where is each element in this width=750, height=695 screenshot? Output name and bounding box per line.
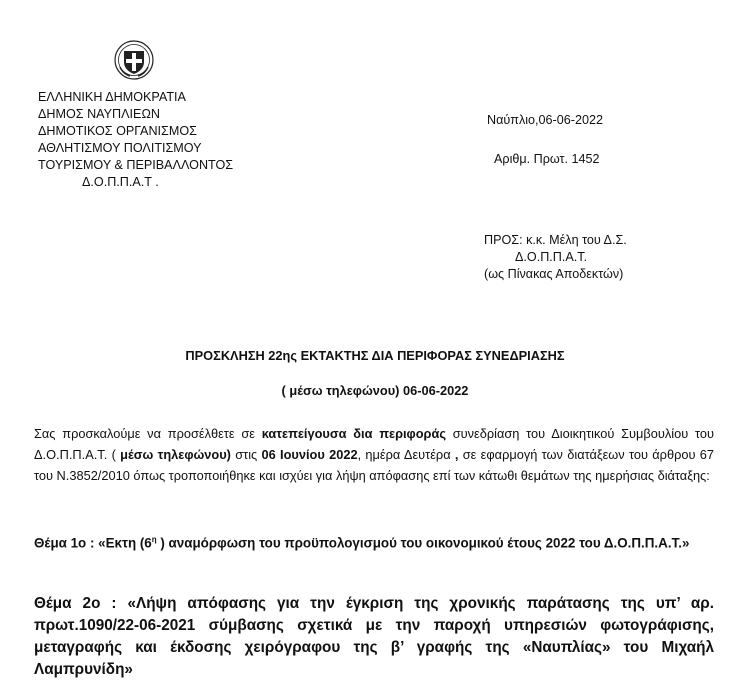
place-date: Ναύπλιο,06-06-2022: [487, 113, 603, 127]
recipient-line: Δ.Ο.Π.Π.Α.Τ.: [515, 250, 588, 264]
invitation-title: ΠΡΟΣΚΛΗΣΗ 22ης ΕΚΤΑΚΤΗΣ ΔΙΑ ΠΕΡΙΦΟΡΑΣ ΣΥΝΕΔΡΙΑΣΗΣ: [185, 348, 565, 363]
issuer-line: ΔΗΜΟΣ ΝΑΥΠΛΙΕΩΝ: [38, 107, 160, 121]
recipient-line: (ως Πίνακας Αποδεκτών): [484, 267, 624, 281]
invitation-paragraph: Σας προσκαλούμε να προσέλθετε σε κατεπείγουσα δια περιφοράς συνεδρίαση του Διοικητικού Συμβουλίου του Δ.Ο.Π.Π.Α.Τ. ( μέσω τηλεφώνου) στις 06 Ιουνίου 2022, ημέρα Δευτέρα , σε εφαρμογή των διατάξεων του άρθρου 67 του Ν.3852/2010 όπως τροποποιήθηκε και ισχύει για λήψη απόφασης επί των κάτωθι θεμάτων της ημερήσιας διάταξης:: [34, 426, 715, 483]
greek-coat-of-arms-emblem: [114, 40, 154, 80]
recipient-line: ΠΡΟΣ: κ.κ. Μέλη του Δ.Σ.: [484, 233, 627, 247]
issuer-line: ΔΗΜΟΤΙΚΟΣ ΟΡΓΑΝΙΣΜΟΣ: [38, 124, 197, 138]
agenda-subject-1: Θέμα 1ο : «Εκτη ($6^\eta$ ) αναμόρφωση του προϋπολογισμού του οικονομικού έτους 2022 του Δ.Ο.Π.Π.Α.Τ.»: [34, 535, 690, 551]
issuer-line: ΑΘΛΗΤΙΣΜΟΥ ΠΟΛΙΤΙΣΜΟΥ: [38, 141, 202, 155]
agenda-subject-2: Θέμα 2ο : «Λήψη απόφασης για την έγκριση της χρονικής παράτασης της υπ’ αρ. πρωτ.1090/22-06-2021 σύμβασης σχετικά με την παροχή υπηρεσιών φωτογράφισης, μεταγραφής και έκδοσης χειρόγραφου της β’ γραφής της «Ναυπλίας» του Μιχαήλ Λαμπρυνίδη»: [34, 595, 714, 678]
issuer-line: Δ.Ο.Π.Π.Α.Τ .: [82, 175, 159, 189]
issuer-block: [38, 89, 233, 191]
document-meta: [487, 112, 603, 168]
recipient-block: [484, 232, 627, 283]
issuer-line: ΕΛΛΗΝΙΚΗ ΔΗΜΟΚΡΑΤΙΑ: [38, 90, 186, 104]
issuer-line: ΤΟΥΡΙΣΜΟΥ & ΠΕΡΙΒΑΛΛΟΝΤΟΣ: [38, 158, 234, 172]
protocol-number: Αριθμ. Πρωτ. 1452: [494, 152, 600, 166]
invitation-subtitle: ( μέσω τηλεφώνου) 06-06-2022: [281, 383, 469, 398]
